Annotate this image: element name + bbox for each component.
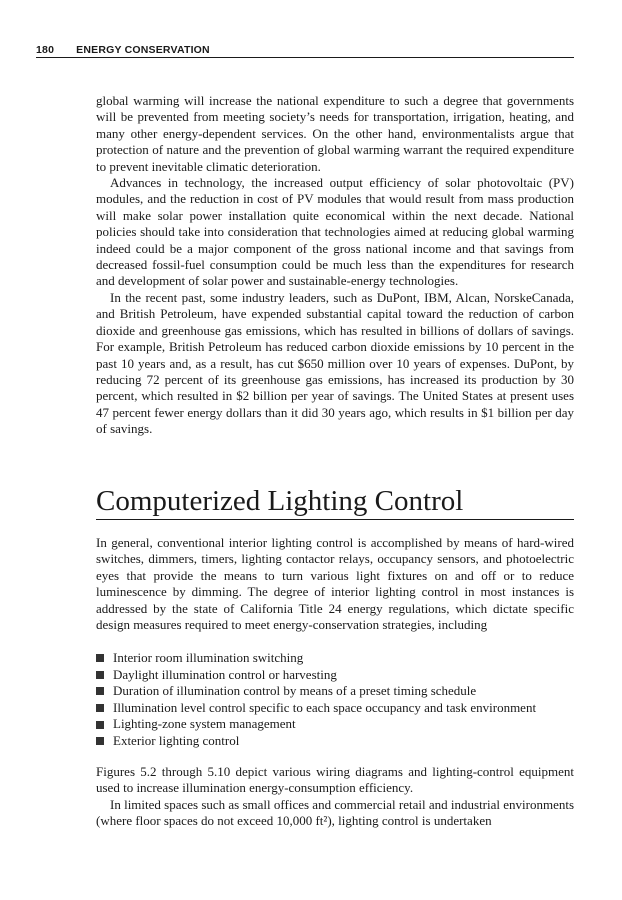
bullet-list [96,650,574,750]
closing-text-block [96,764,574,830]
section-heading: Computerized Lighting Control [96,484,574,520]
paragraph: global warming will increase the national expenditure to such a degree that governments will be prevented from meeting society’s needs for transportation, irrigation, heating, and many other energy-dependent services. On the other hand, environmentalists argue that protection of nature and the prevention of global warming warrant the required expenditure to prevent inevitable climatic deterioration. [96,93,574,174]
bullet-square-icon [96,704,104,712]
page-number: 180 [36,44,55,56]
list-item-text: Daylight illumination control or harvesting [113,666,337,682]
list-item [96,650,574,667]
bullet-square-icon [96,737,104,745]
list-item [96,700,574,717]
list-item [96,716,574,733]
list-item-text: Interior room illumination switching [113,650,304,665]
list-item-text: Illumination level control specific to each space occupancy and task environment [113,699,537,715]
paragraph: In limited spaces such as small offices and commercial retail and industrial environments (where floor spaces do not exceed 10,000 ft²), lighting control is undertaken [96,796,575,829]
bullet-square-icon [96,671,104,679]
lighting-intro-block [96,535,574,633]
paragraph: Advances in technology, the increased output efficiency of solar photovoltaic (PV) modules, and the reduction in cost of PV modules that would result from mass production will make solar power installation quite economical within the next decade. National policies should take into consideration that technologies aimed at reducing global warming indeed could be a major component of the gross national income and that savings from decreased fossil-fuel consumption could be much less than the expenditures for research and development of solar power and sustainable-energy technologies. [96,175,574,289]
list-item-text: Lighting-zone system management [113,716,296,732]
paragraph: In the recent past, some industry leaders, such as DuPont, IBM, Alcan, NorskeCanada, and British Petroleum, have expended substantial capital toward the reduction of carbon dioxide and greenhouse gas emissions, which has resulted in billions of dollars of savings. For example, British Petroleum has reduced carbon dioxide emissions by 10 percent in the past 10 years and, as a result, has cut $650 million over 10 years of expenses. DuPont, by reducing 72 percent of its greenhouse gas emissions, has increased its production by 30 percent, which resulted in $2 billion per year of savings. The United States at present uses 47 percent fewer energy dollars than it did 30 years ago, which results in $1 billion per day of savings. [96,289,574,437]
bullet-square-icon [96,721,104,729]
list-item [96,683,574,700]
list-item [96,667,574,684]
bullet-square-icon [96,654,104,662]
paragraph: In general, conventional interior lighting control is accomplished by means of hard-wired switches, dimmers, timers, lighting contactor relays, occupancy sensors, and photoelectric eyes that provide the means to turn various light fixtures on and off or to reduce luminescence by dimming. The degree of interior lighting control in most instances is addressed by the state of California Title 24 energy regulations, which dictate specific design measures required to meet energy-conservation strategies, including [96,535,574,633]
intro-text-block [96,93,574,438]
chapter-title: ENERGY CONSERVATION [76,44,210,56]
list-item [96,733,574,750]
list-item-text: Duration of illumination control by means of a preset timing schedule [113,683,477,699]
list-item-text: Exterior lighting control [113,732,240,748]
paragraph: Figures 5.2 through 5.10 depict various wiring diagrams and lighting-control equipment used to increase illumination energy-consumption efficiency. [96,764,574,796]
running-head [36,44,574,58]
bullet-square-icon [96,687,104,695]
